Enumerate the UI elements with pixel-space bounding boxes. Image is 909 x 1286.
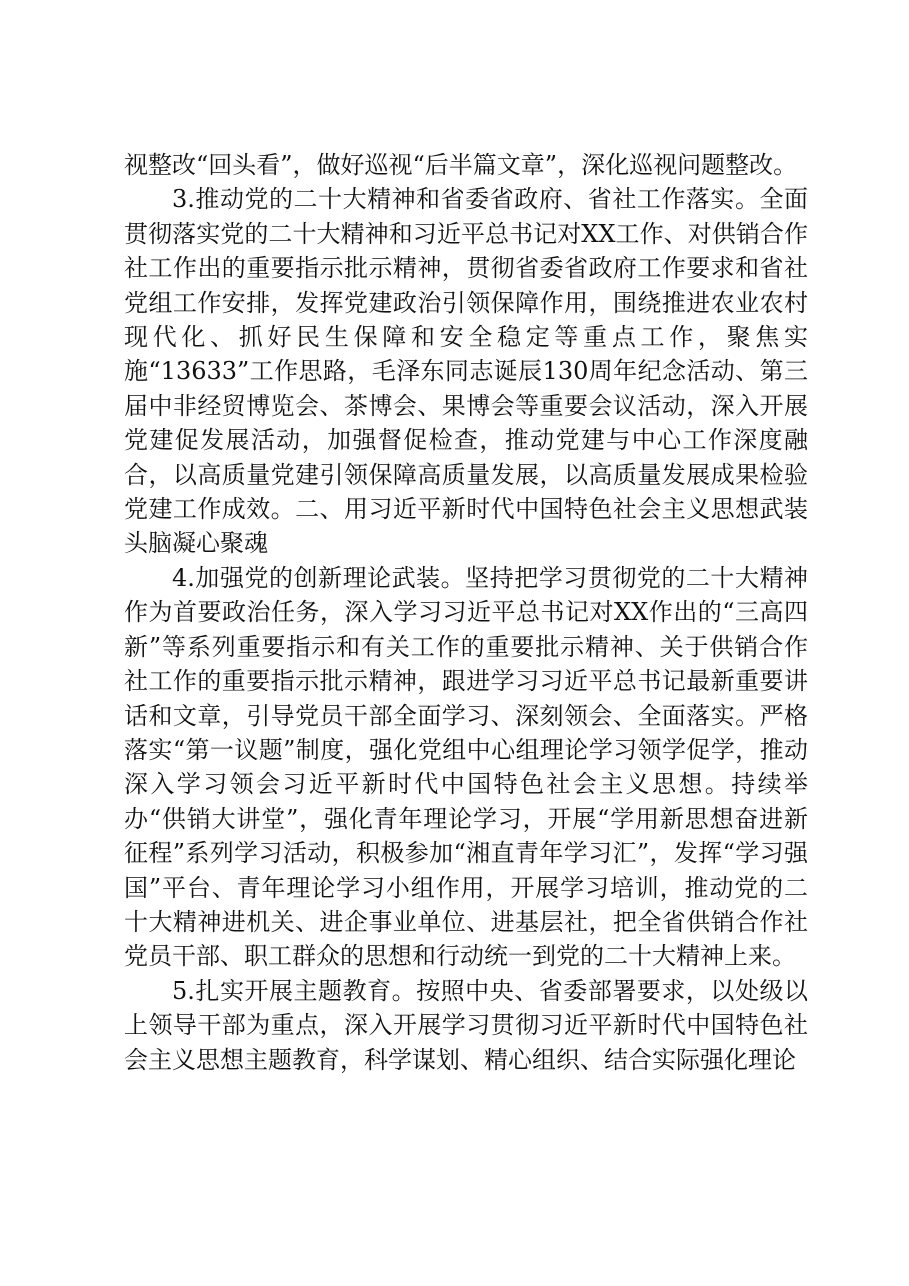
paragraph-item-5: 5.扎实开展主题教育。按照中央、省委部署要求，以处级以上领导干部为重点，深入开展学习贯彻习近平新时代中国特色社会主义思想主题教育，科学谋划、精心组织、结合实际强化理论 bbox=[124, 976, 808, 1074]
document-body bbox=[124, 148, 808, 1077]
paragraph-item-3: 3.推动党的二十大精神和省委省政府、省社工作落实。全面贯彻落实党的二十大精神和习近平总书记对XX工作、对供销合作社工作出的重要指示批示精神，贯彻省委省政府工作要求和省社党组工作安排，发挥党建政治引领保障作用，围绕推进农业农村现代化、抓好民生保障和安全稳定等重点工作，聚焦实施“13633”工作思路，毛泽东同志诞辰130周年纪念活动、第三届中非经贸博览会、茶博会、果博会等重要会议活动，深入开展党建促发展活动，加强督促检查，推动党建与中心工作深度融合，以高质量党建引领保障高质量发展，以高质量发展成果检验党建工作成效。二、用习近平新时代中国特色社会主义思想武装头脑凝心聚魂 bbox=[124, 185, 808, 558]
paragraph-item-4: 4.加强党的创新理论武装。坚持把学习贯彻党的二十大精神作为首要政治任务，深入学习习近平总书记对XX作出的“三高四新”等系列重要指示和有关工作的重要批示精神、关于供销合作社工作的重要指示批示精神，跟进学习习近平总书记最新重要讲话和文章，引导党员干部全面学习、深刻领会、全面落实。严格落实“第一议题”制度，强化党组中心组理论学习领学促学，推动深入学习领会习近平新时代中国特色社会主义思想。持续举办“供销大讲堂”，强化青年理论学习，开展“学用新思想奋进新征程”系列学习活动，积极参加“湘直青年学习汇”，发挥“学习强国”平台、青年理论学习小组作用，开展学习培训，推动党的二十大精神进机关、进企事业单位、进基层社，把全省供销合作社党员干部、职工群众的思想和行动统一到党的二十大精神上来。 bbox=[124, 563, 808, 971]
paragraph-continuation: 视整改“回头看”，做好巡视“后半篇文章”，深化巡视问题整改。 bbox=[124, 151, 798, 179]
